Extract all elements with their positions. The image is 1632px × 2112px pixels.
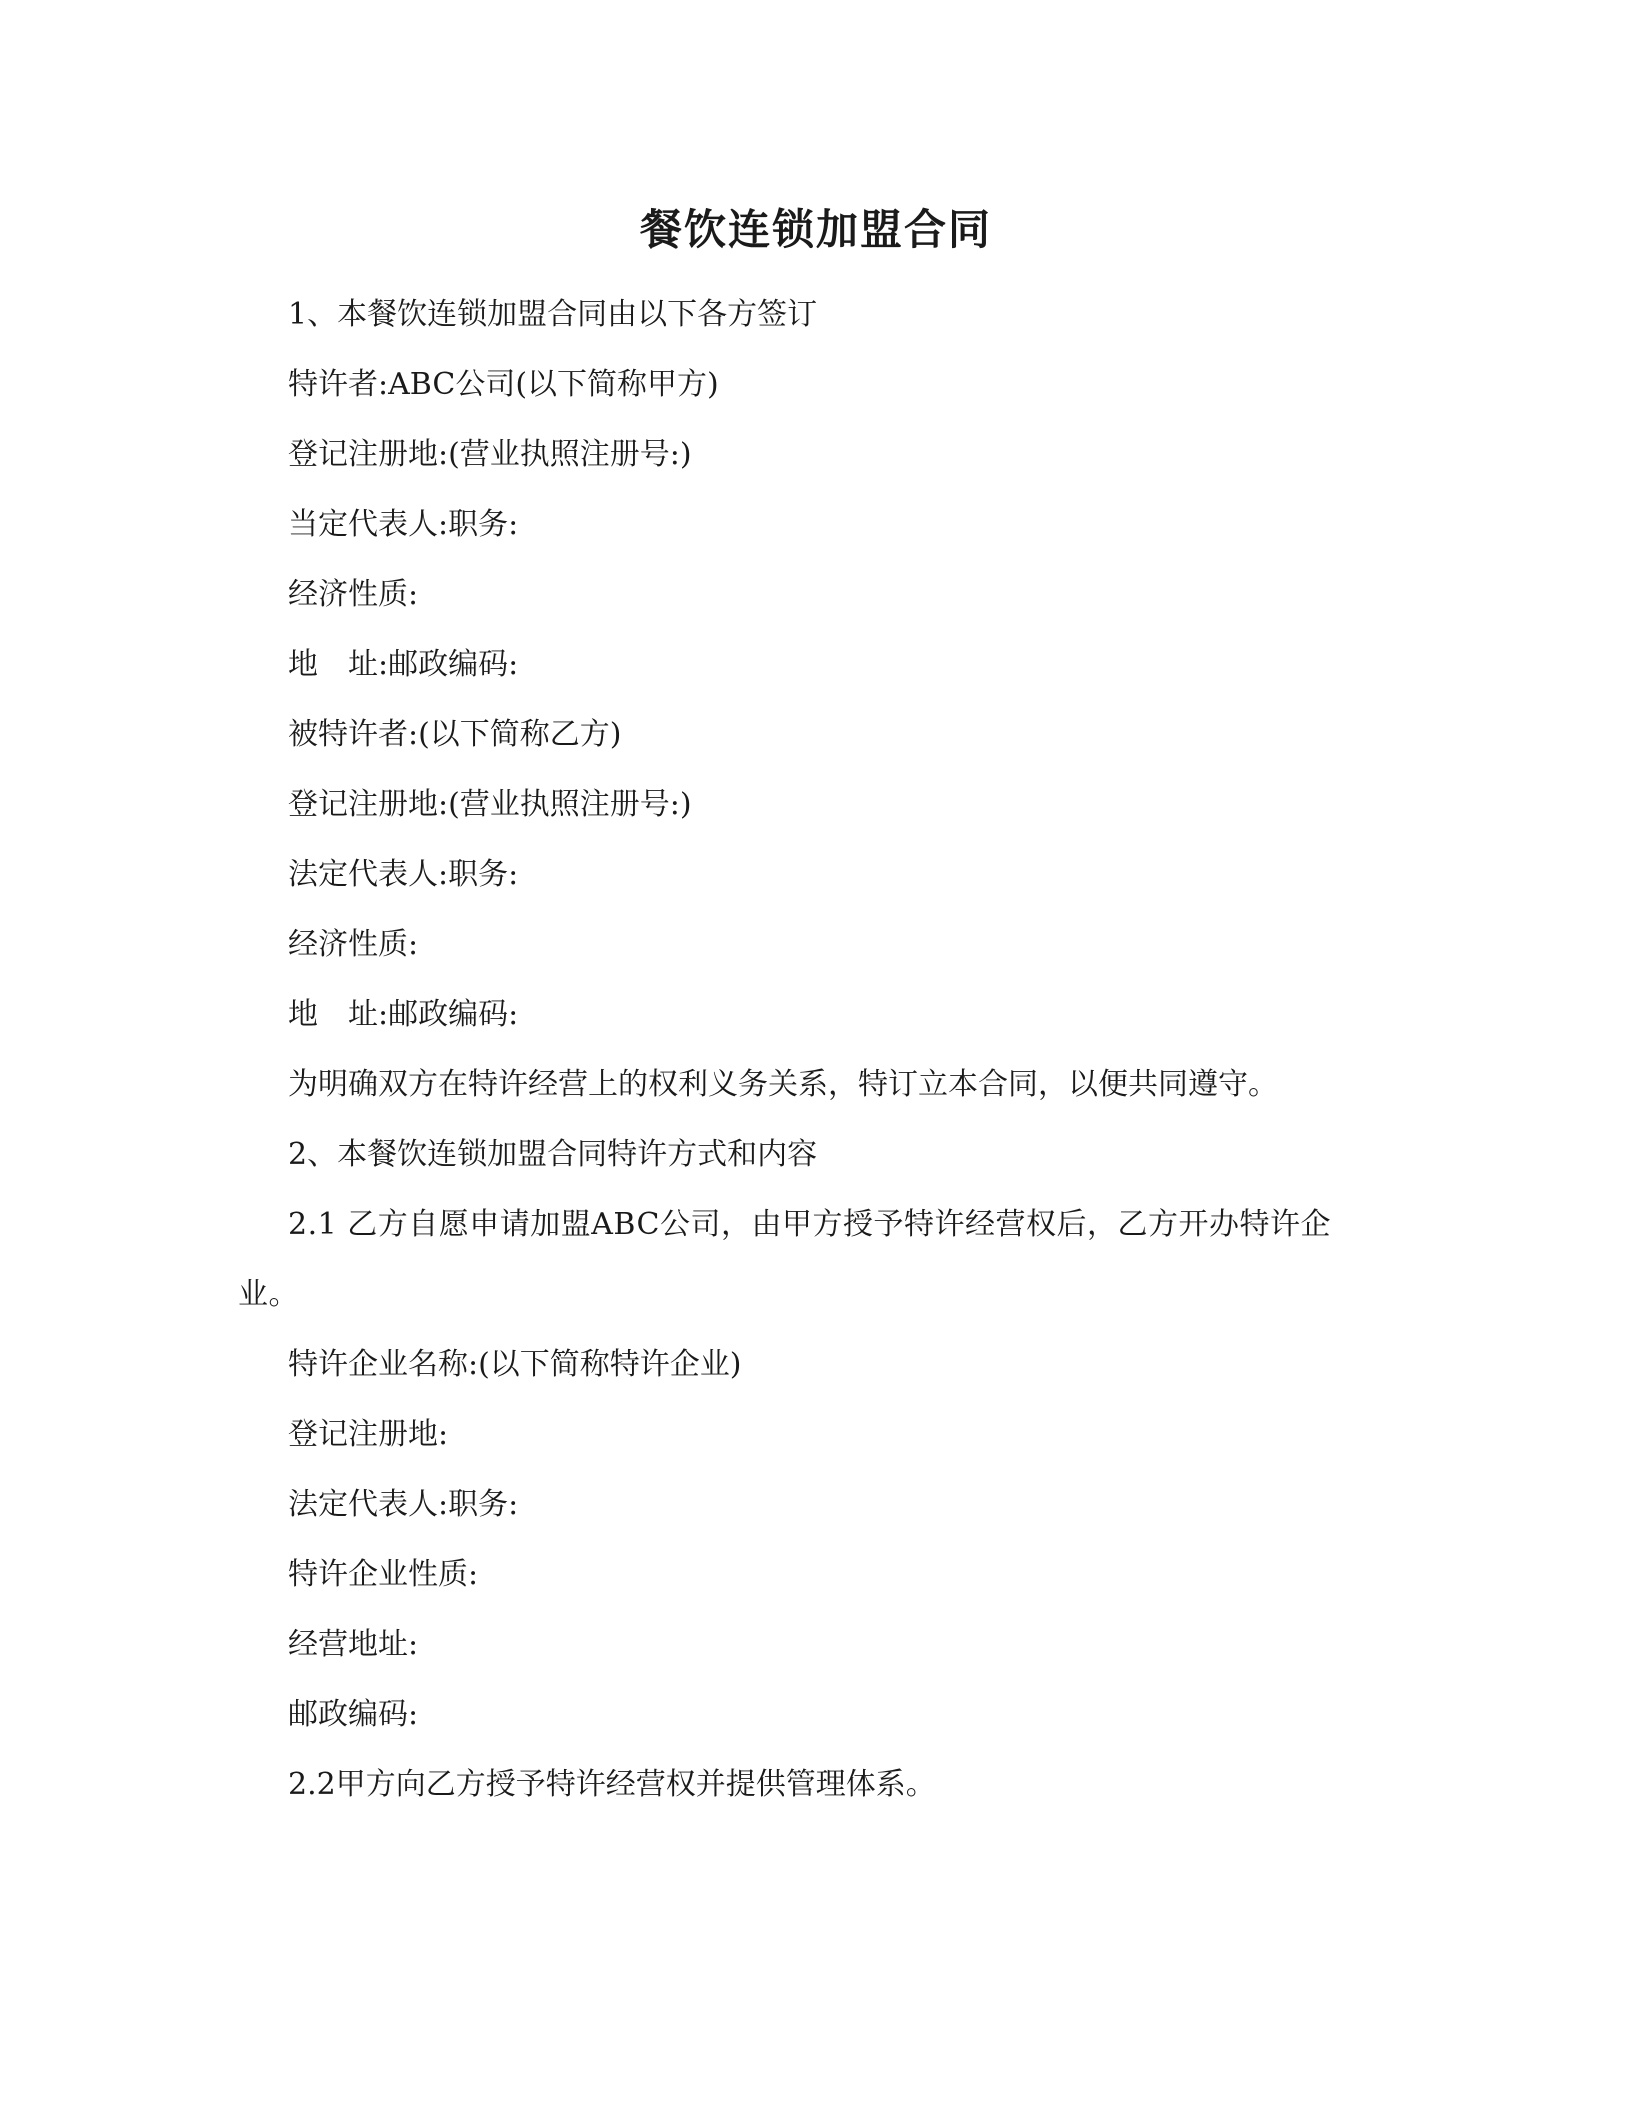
paragraph-franchise-registration: 登记注册地: xyxy=(288,1417,449,1452)
paragraph-purpose: 为明确双方在特许经营上的权利义务关系，特订立本合同，以便共同遵守。 xyxy=(288,1067,1278,1102)
paragraph-franchise-name: 特许企业名称:(以下简称特许企业) xyxy=(288,1347,742,1382)
paragraph-address-a: 地 址:邮政编码: xyxy=(288,647,519,682)
paragraph-registration-a: 登记注册地:(营业执照注册号:) xyxy=(288,437,692,472)
paragraph-franchise-postcode: 邮政编码: xyxy=(288,1697,419,1732)
paragraph-2-2: 2.2甲方向乙方授予特许经营权并提供管理体系。 xyxy=(288,1767,936,1802)
document-title: 餐饮连锁加盟合同 xyxy=(639,205,992,254)
paragraph-address-b: 地 址:邮政编码: xyxy=(288,997,519,1032)
paragraph-registration-b: 登记注册地:(营业执照注册号:) xyxy=(288,787,692,822)
paragraph-representative-b: 法定代表人:职务: xyxy=(288,857,519,892)
paragraph-representative-a: 当定代表人:职务: xyxy=(288,507,519,542)
paragraph-franchise-address: 经营地址: xyxy=(288,1627,419,1662)
document-body xyxy=(238,280,1374,1820)
paragraph-1: 1、本餐饮连锁加盟合同由以下各方签订 xyxy=(288,297,818,332)
paragraph-franchisee: 被特许者:(以下简称乙方) xyxy=(288,717,622,752)
paragraph-2-1: 2.1 乙方自愿申请加盟ABC公司，由甲方授予特许经营权后，乙方开办特许企业。 xyxy=(238,1207,1331,1312)
paragraph-franchise-nature: 特许企业性质: xyxy=(288,1557,479,1592)
paragraph-2: 2、本餐饮连锁加盟合同特许方式和内容 xyxy=(288,1137,818,1172)
paragraph-economic-nature-a: 经济性质: xyxy=(288,577,419,612)
paragraph-economic-nature-b: 经济性质: xyxy=(288,927,419,962)
paragraph-franchisor: 特许者:ABC公司(以下简称甲方) xyxy=(288,367,719,402)
paragraph-franchise-representative: 法定代表人:职务: xyxy=(288,1487,519,1522)
